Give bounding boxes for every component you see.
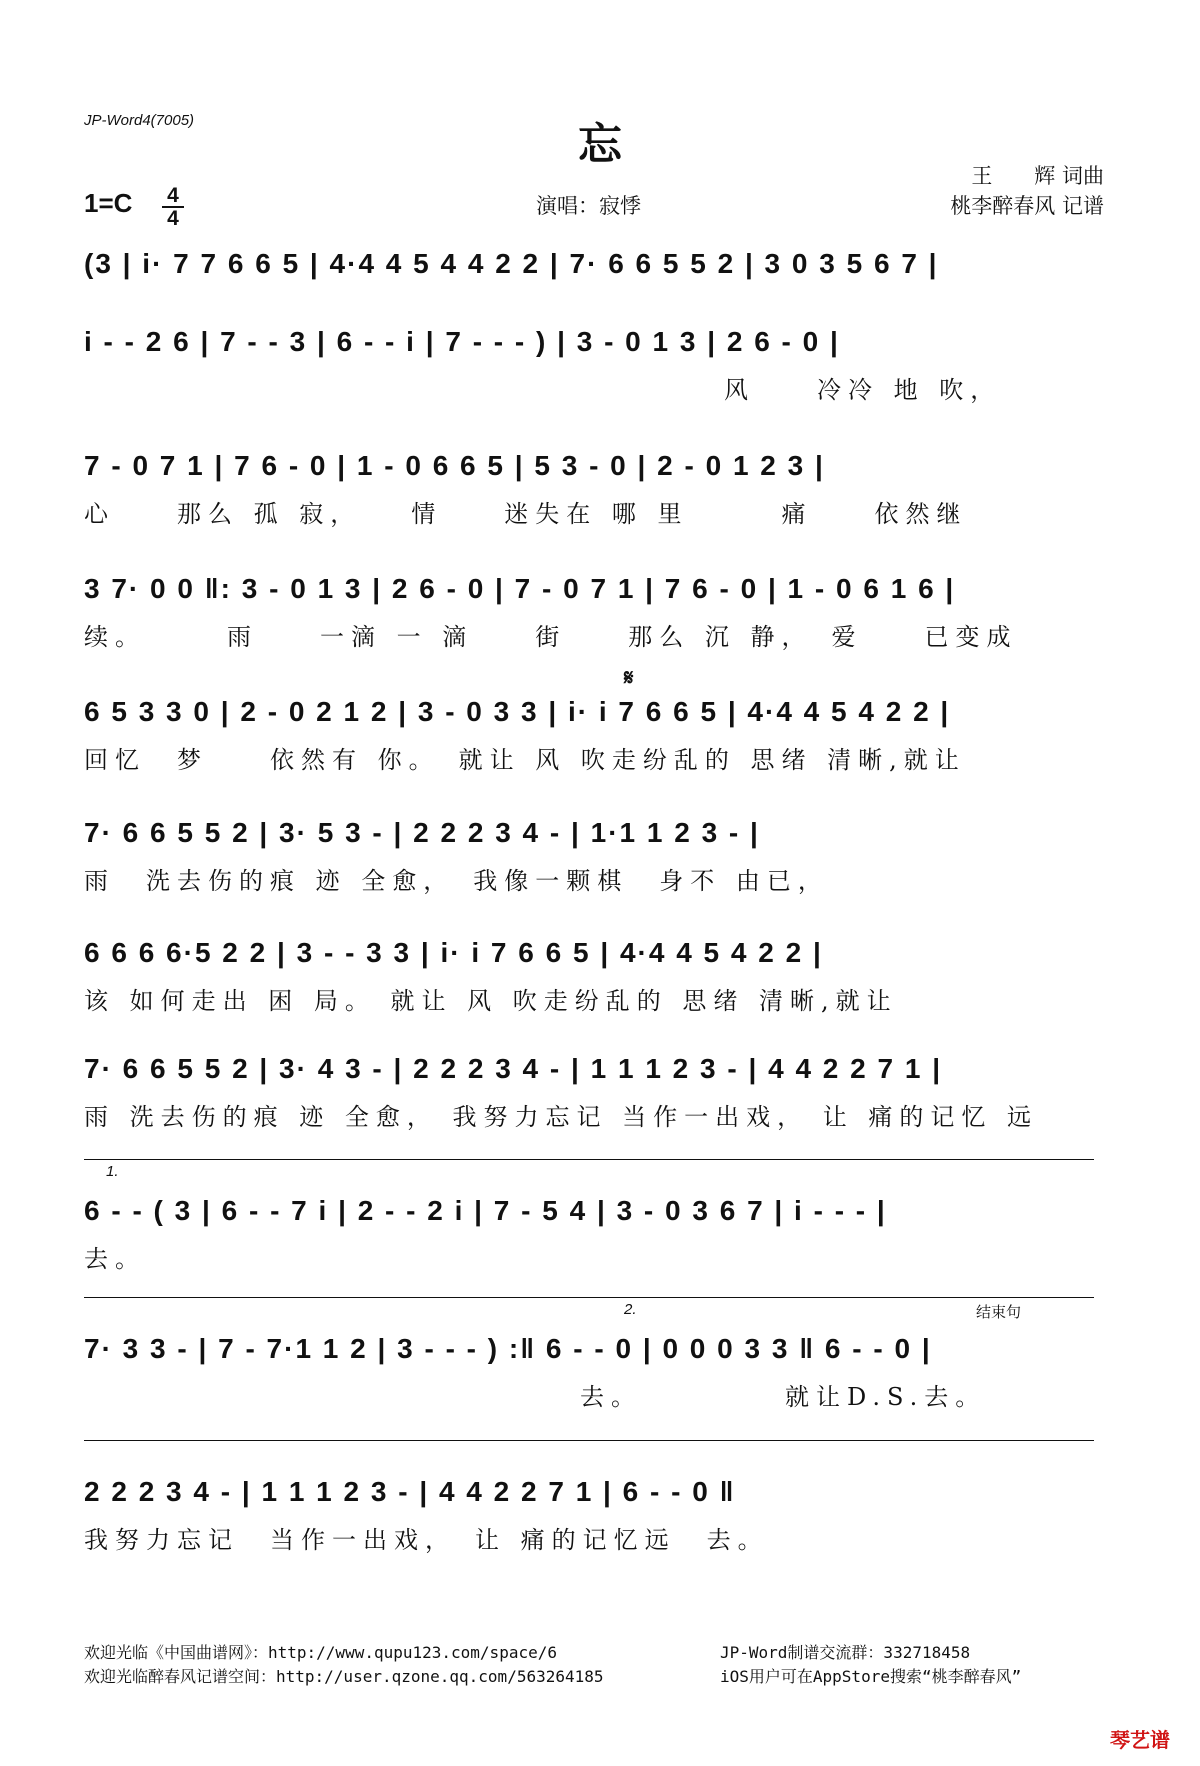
lyrics-line: 我努力忘记 当作一出戏， 让 痛的记忆远 去。 (84, 1526, 769, 1554)
notation-line: 7 - 0 7 1 | 7 6 - 0 | 1 - 0 6 6 5 | 5 3 - 0 | 2 - 0 1 2 3 | (84, 450, 825, 481)
lyrics-line: 回忆 梦 依然有 你。 就让 风 吹走纷乱的 思绪 清晰,就让 (84, 746, 966, 774)
notation-line: 7· 3 3 - | 7 - 7·1 1 2 | 3 - - - ) :‖ 6 - - 0 | 0 0 0 3 3 ‖ 6 - - 0 | (84, 1333, 932, 1364)
footer-link-2[interactable]: 欢迎光临醉春风记谱空间：http://user.qzone.qq.com/563264185 (84, 1667, 604, 1686)
lyrics-line: 雨 洗去伤的痕 迹 全愈， 我努力忘记 当作一出戏， 让 痛的记忆 远 (84, 1103, 1039, 1131)
lyrics-line: 风 冷冷 地 吹， (724, 376, 1002, 404)
singer-credit: 演唱：寂悸 (536, 194, 641, 218)
notation-line: 6 6 6 6·5 2 2 | 3 - - 3 3 | i· i 7 6 6 5 | 4·4 4 5 4 2 2 | (84, 937, 823, 968)
notation-line: 2 2 2 3 4 - | 1 1 1 2 3 - | 4 4 2 2 7 1 | 6 - - 0 ‖ (84, 1476, 736, 1507)
time-signature (162, 186, 184, 228)
volta-line (84, 1297, 1094, 1298)
volta-line (84, 1159, 1094, 1160)
lyrics-line: 雨 洗去伤的痕 迹 全愈， 我像一颗棋 身不 由已， (84, 867, 829, 895)
software-label: JP-Word4(7005) (84, 112, 195, 129)
first-ending-label: 1. (106, 1163, 119, 1180)
lyrics-line: 去。 就让D.S.去。 (84, 1383, 987, 1411)
time-signature-bottom: 4 (167, 207, 179, 230)
time-signature-top: 4 (167, 184, 179, 207)
composer-credit: 王 辉 词曲 (971, 164, 1104, 188)
tie-line (84, 1440, 1094, 1441)
key-signature: 1=C (84, 188, 133, 218)
second-ending-label: 2. (624, 1301, 637, 1318)
lyrics-line: 心 那么 孤 寂， 情 迷失在 哪 里 痛 依然继 (84, 500, 968, 528)
site-logo: 琴艺谱 (1110, 1728, 1170, 1752)
notation-line: (3 | i· 7 7 6 6 5 | 4·4 4 5 4 4 2 2 | 7· 6 6 5 5 2 | 3 0 3 5 6 7 | (84, 248, 939, 279)
segno-sign: 𝄋 (624, 666, 634, 691)
lyrics-line: 去。 (84, 1245, 146, 1273)
footer-group-info: JP-Word制谱交流群：332718458 (720, 1643, 971, 1662)
notation-line: 6 5 3 3 0 | 2 - 0 2 1 2 | 3 - 0 3 3 | i· i 7 6 6 5 | 4·4 4 5 4 2 2 | (84, 696, 951, 727)
notation-line: i - - 2 6 | 7 - - 3 | 6 - - i | 7 - - - ) | 3 - 0 1 3 | 2 6 - 0 | (84, 326, 840, 357)
notation-line: 7· 6 6 5 5 2 | 3· 4 3 - | 2 2 2 3 4 - | 1 1 1 2 3 - | 4 4 2 2 7 1 | (84, 1053, 943, 1084)
transcriber-credit: 桃李醉春风 记谱 (950, 194, 1104, 218)
coda-label: 结束句 (976, 1304, 1022, 1321)
lyrics-line: 该 如何走出 困 局。 就让 风 吹走纷乱的 思绪 清晰,就让 (84, 987, 898, 1015)
footer-ios-info: iOS用户可在AppStore搜索“桃李醉春风” (720, 1667, 1022, 1686)
notation-line: 3 7· 0 0 ‖: 3 - 0 1 3 | 2 6 - 0 | 7 - 0 7 1 | 7 6 - 0 | 1 - 0 6 1 6 | (84, 573, 956, 604)
notation-line: 6 - - ( 3 | 6 - - 7 i | 2 - - 2 i | 7 - 5 4 | 3 - 0 3 6 7 | i - - - | (84, 1195, 887, 1226)
song-title: 忘 (578, 119, 622, 170)
footer-link-1[interactable]: 欢迎光临《中国曲谱网》：http://www.qupu123.com/space/6 (84, 1643, 557, 1662)
notation-line: 7· 6 6 5 5 2 | 3· 5 3 - | 2 2 2 3 4 - | 1·1 1 2 3 - | (84, 817, 760, 848)
lyrics-line: 续。 雨 一滴 一 滴 街 那么 沉 静， 爱 已变成 (84, 623, 1018, 651)
